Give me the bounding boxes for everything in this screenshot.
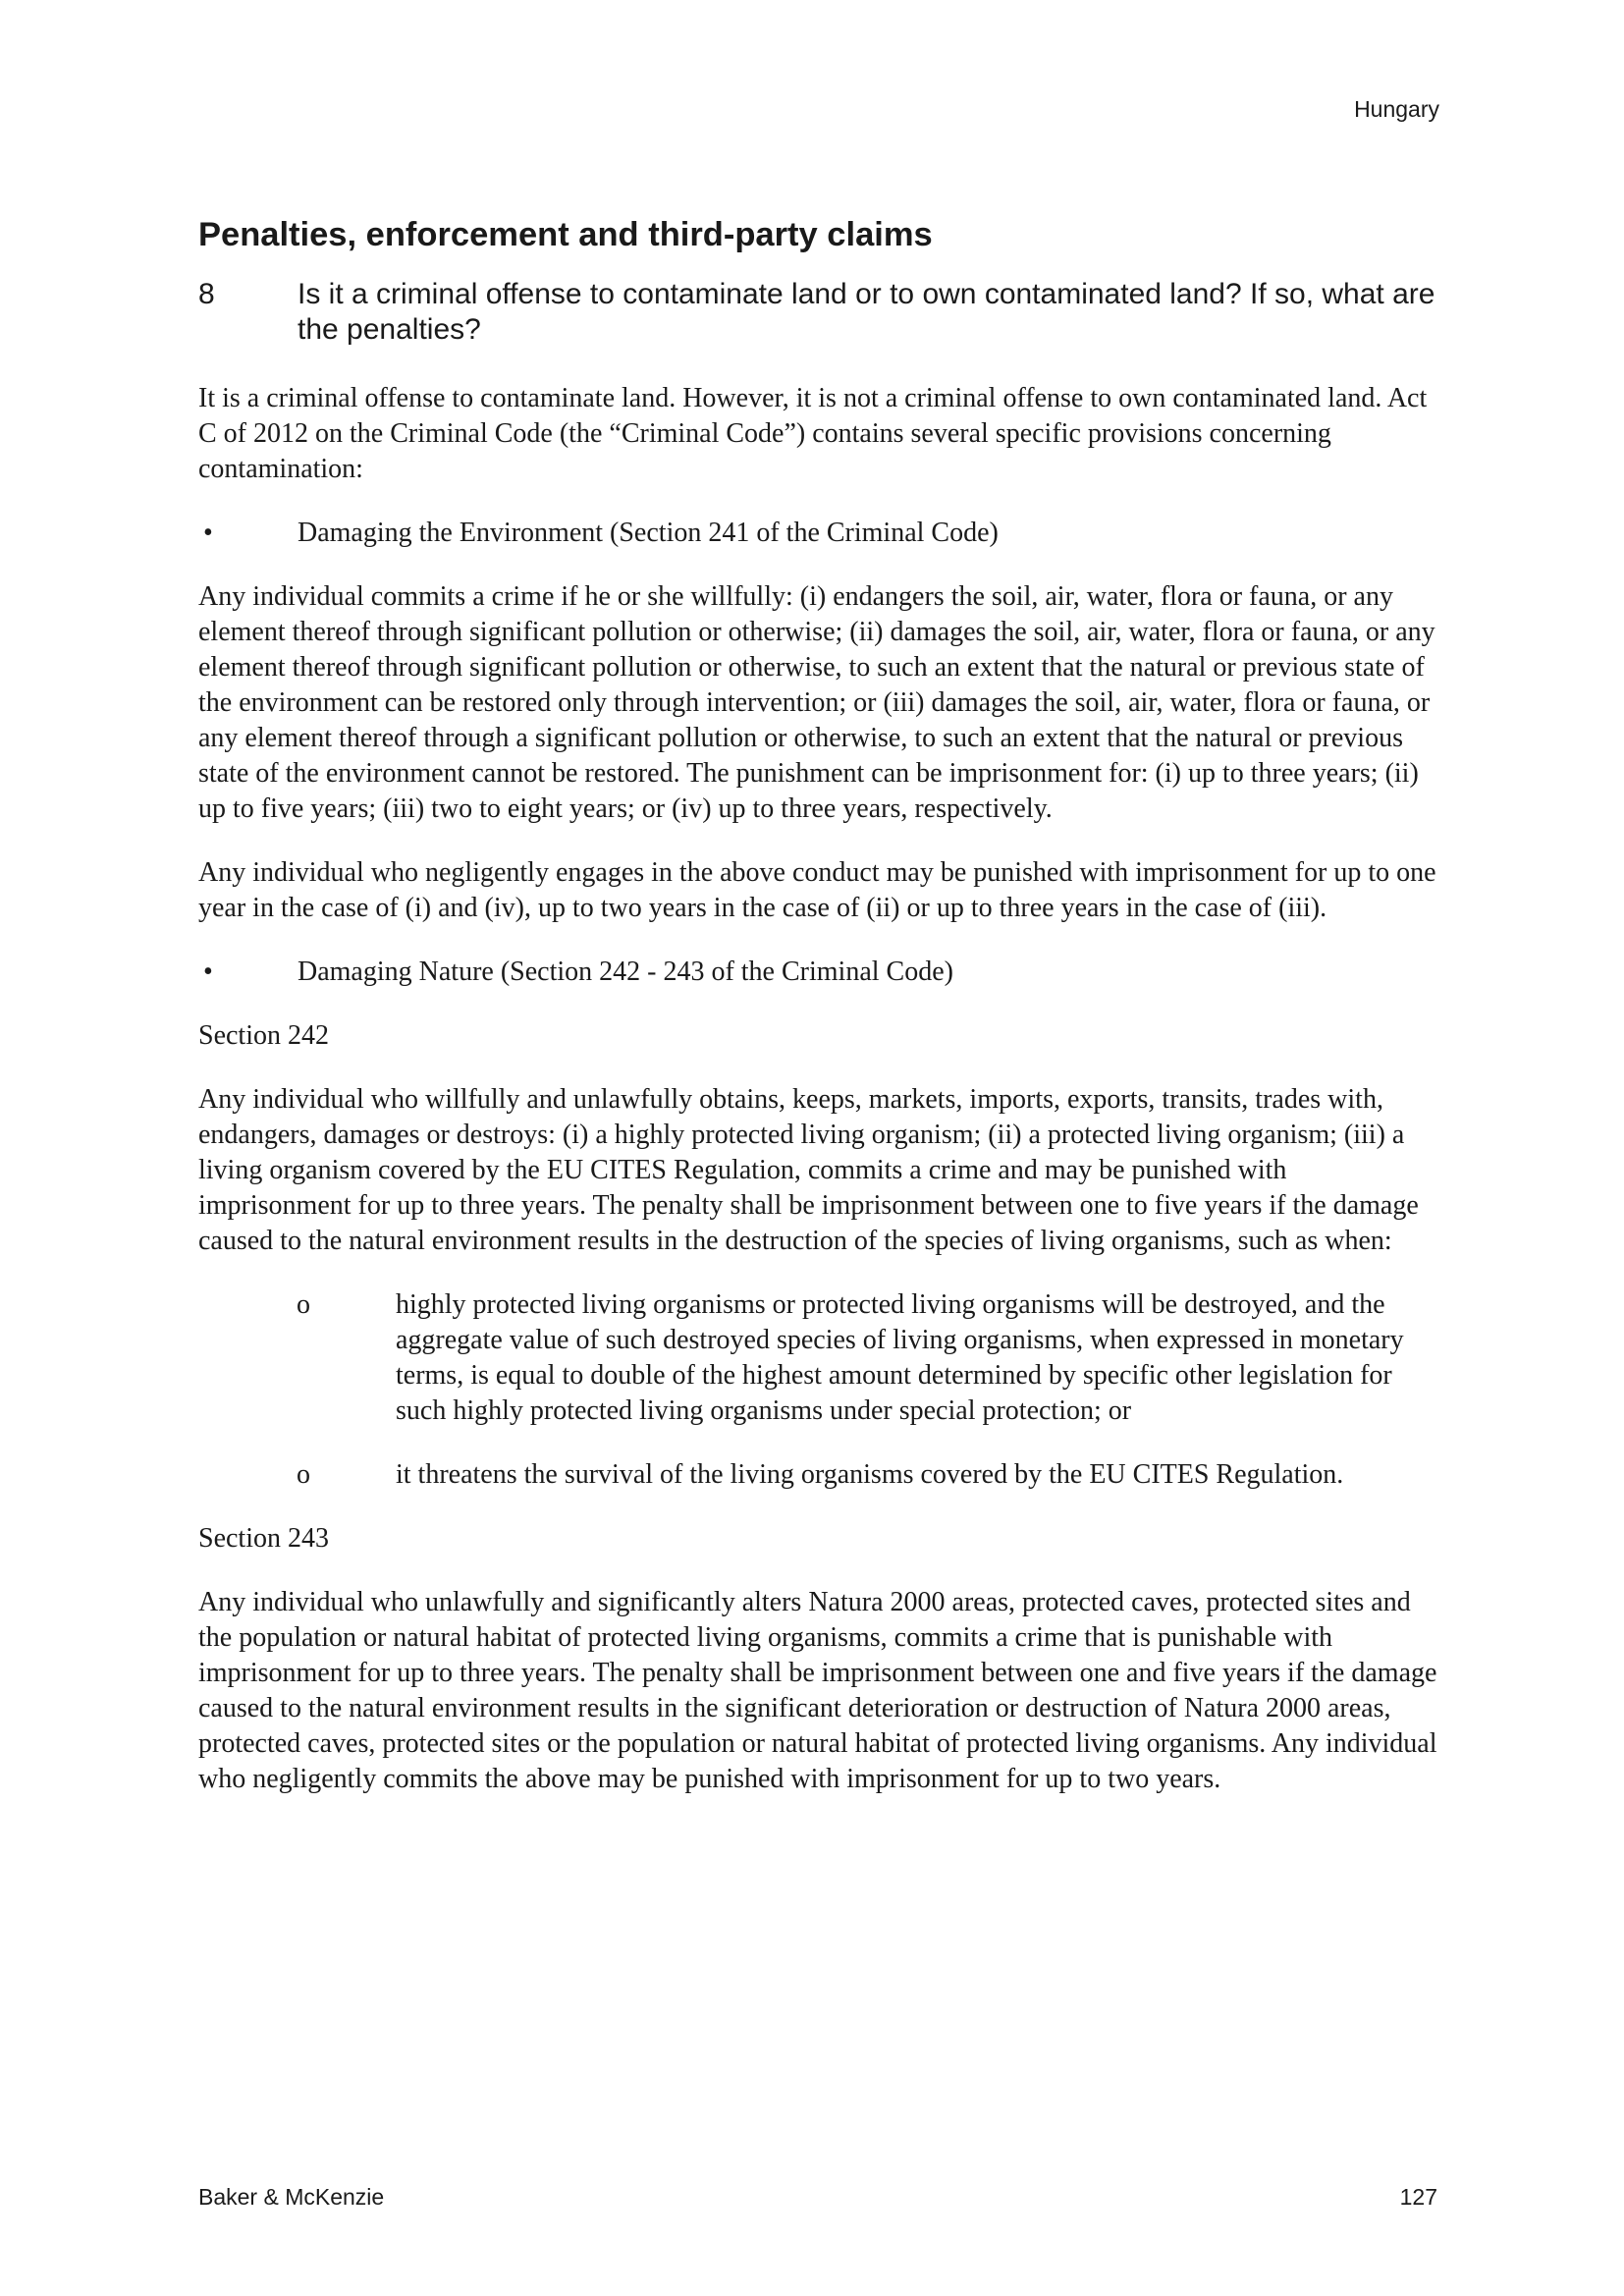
question [198, 277, 1437, 348]
section-243-paragraph: Any individual who unlawfully and significantly alters Natura 2000 areas, protected caves, protected sites and the population or natural habitat of protected living organisms, commits a crime that is punishable with imprisonment for up to three years. The penalty shall be imprisonment between one and five years if the damage caused to the natural environment results in the significant deterioration or destruction of Natura 2000 areas, protected caves, protected sites or the population or natural habitat of protected living organisms. Any individual who negligently commits the above may be punished with imprisonment for up to two years. [198, 1587, 1437, 1794]
bullet-marker: • [203, 957, 213, 987]
sub-bullet-item [198, 1457, 1437, 1493]
section-243-title: Section 243 [198, 1523, 329, 1554]
bullet-marker: • [203, 518, 213, 548]
bullet-item [198, 955, 1437, 990]
sub-bullet-text: highly protected living organisms or protected living organisms will be destroyed, and the aggregate value of such destroyed species of living organisms, when expressed in monetary terms, is equal to double of the highest amount determined by specific other legislation for such highly protected living organisms under special protection; or [396, 1289, 1404, 1426]
section-241-negligent-paragraph: Any individual who negligently engages in the above conduct may be punished with imprisonment for up to one year in the case of (i) and (iv), up to two years in the case of (ii) or up to three years in the case of (iii). [198, 857, 1436, 923]
question-number: 8 [198, 278, 215, 310]
intro-paragraph: It is a criminal offense to contaminate land. However, it is not a criminal offense to own contaminated land. Act C of 2012 on the Criminal Code (the “Criminal Code”) contains several specific provisions concerning contamination: [198, 383, 1428, 484]
sub-bullet-text: it threatens the survival of the living organisms covered by the EU CITES Regulation. [396, 1459, 1344, 1490]
bullet-text: Damaging Nature (Section 242 - 243 of the Criminal Code) [298, 957, 953, 987]
question-text: Is it a criminal offense to contaminate land or to own contaminated land? If so, what are the penalties? [298, 278, 1435, 346]
footer-firm: Baker & McKenzie [198, 2184, 385, 2210]
section-242-paragraph: Any individual who willfully and unlawfully obtains, keeps, markets, imports, exports, transits, trades with, endangers, damages or destroys: (i) a highly protected living organism; (ii) a protected living organism; (iii) a living organism covered by the EU CITES Regulation, commits a crime and may be punished with imprisonment for up to three years. The penalty shall be imprisonment between one to five years if the damage caused to the natural environment results in the destruction of the species of living organisms, such as when: [198, 1084, 1419, 1256]
bullet-text: Damaging the Environment (Section 241 of the Criminal Code) [298, 518, 999, 548]
header-country: Hungary [1354, 96, 1439, 122]
sub-bullet-marker: o [297, 1459, 310, 1490]
page-content [198, 214, 1437, 1826]
section-heading: Penalties, enforcement and third-party claims [198, 216, 933, 253]
bullet-item [198, 516, 1437, 551]
section-242-title: Section 242 [198, 1020, 329, 1051]
section-241-paragraph: Any individual commits a crime if he or she willfully: (i) endangers the soil, air, water, flora or fauna, or any element thereof through significant pollution or otherwise; (ii) damages the soil, air, water, flora or fauna, or any element thereof through significant pollution or otherwise, to such an extent that the natural or previous state of the environment can be restored only through intervention; or (iii) damages the soil, air, water, flora or fauna, or any element thereof through a significant pollution or otherwise, to such an extent that the natural or previous state of the environment cannot be restored. The punishment can be imprisonment for: (i) up to three years; (ii) up to five years; (iii) two to eight years; or (iv) up to three years, respectively. [198, 581, 1435, 824]
footer-page-number: 127 [1399, 2184, 1437, 2210]
sub-bullet-item [198, 1287, 1437, 1429]
sub-bullet-marker: o [297, 1289, 310, 1320]
